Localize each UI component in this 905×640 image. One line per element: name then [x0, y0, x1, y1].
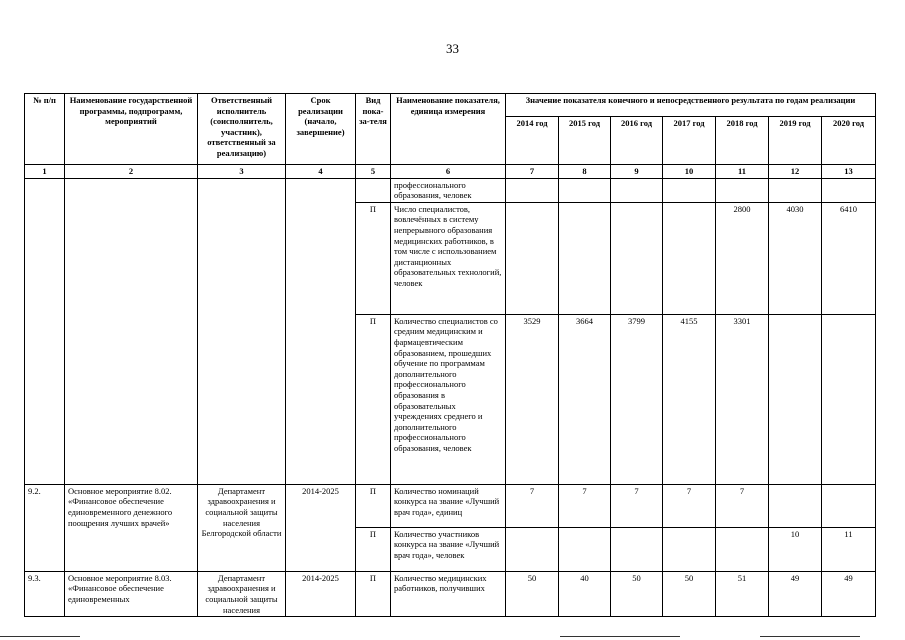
table-row — [25, 571, 876, 616]
cell-type: П — [356, 314, 391, 484]
cell-value: 7 — [663, 484, 716, 527]
header-year: 2018 год — [716, 117, 769, 165]
cell-value: 50 — [611, 571, 663, 616]
cell-indicator: Количество специалистов со средним медицинским и фармацевтическим образованием, прошедших обучение по программам дополнительного профессионального образования в образовательных учреждениях среднего и дополнительного профессионального образования, человек — [391, 314, 506, 484]
header-responsible: Ответственный исполнитель (соисполнитель, участник), ответственный за реализацию) — [198, 94, 286, 165]
cell-term: 2014-2025 — [286, 484, 356, 571]
column-number: 1 — [25, 165, 65, 179]
cell-indicator: Количество номинаций конкурса на звание «Лучший врач года», единиц — [391, 484, 506, 527]
cell-num: 9.3. — [25, 571, 65, 616]
cell-value: 3664 — [559, 314, 611, 484]
header-term: Срок реализации (начало, завершение) — [286, 94, 356, 165]
column-number: 4 — [286, 165, 356, 179]
column-number: 10 — [663, 165, 716, 179]
column-number: 7 — [506, 165, 559, 179]
scan-artifact-line — [560, 636, 680, 637]
cell-value: 7 — [611, 484, 663, 527]
scan-artifact-line — [760, 636, 860, 637]
header-num: № п/п — [25, 94, 65, 165]
cell-responsible: Департамент здравоохранения и социальной защиты населения Белгородской области — [198, 484, 286, 571]
column-number: 12 — [769, 165, 822, 179]
cell-value: 7 — [716, 484, 769, 527]
cell-type — [356, 178, 391, 202]
cell-indicator: Количество участников конкурса на звание «Лучший врач года», человек — [391, 527, 506, 571]
column-number: 5 — [356, 165, 391, 179]
scan-artifact-line — [0, 636, 80, 637]
indicators-table — [24, 93, 876, 617]
header-year: 2015 год — [559, 117, 611, 165]
column-number: 6 — [391, 165, 506, 179]
cell-responsible: Департамент здравоохранения и социальной защиты населения — [198, 571, 286, 616]
cell-value — [822, 484, 876, 527]
cell-value: 7 — [559, 484, 611, 527]
cell-value — [716, 178, 769, 202]
cell-value: 6410 — [822, 202, 876, 314]
cell-value: 3301 — [716, 314, 769, 484]
cell-value: 10 — [769, 527, 822, 571]
cell-value — [769, 314, 822, 484]
column-number: 9 — [611, 165, 663, 179]
cell-num: 9.2. — [25, 484, 65, 571]
cell-value — [559, 202, 611, 314]
cell-term — [286, 178, 356, 484]
cell-value: 50 — [506, 571, 559, 616]
cell-num — [25, 178, 65, 484]
column-number-row — [25, 165, 876, 179]
cell-value — [611, 178, 663, 202]
cell-type: П — [356, 484, 391, 527]
column-number: 3 — [198, 165, 286, 179]
cell-value — [506, 202, 559, 314]
cell-type: П — [356, 202, 391, 314]
header-row — [25, 94, 876, 117]
column-number: 8 — [559, 165, 611, 179]
cell-value — [611, 202, 663, 314]
header-year: 2017 год — [663, 117, 716, 165]
header-indicator: Наименование показателя, единица измерения — [391, 94, 506, 165]
cell-value — [506, 178, 559, 202]
cell-name: Основное мероприятие 8.03. «Финансовое обеспечение единовременных — [65, 571, 198, 616]
header-year: 2019 год — [769, 117, 822, 165]
cell-name: Основное мероприятие 8.02. «Финансовое обеспечение единовременного денежного поощрения лучших врачей» — [65, 484, 198, 571]
cell-value: 49 — [769, 571, 822, 616]
cell-value: 4155 — [663, 314, 716, 484]
cell-indicator: профессионального образования, человек — [391, 178, 506, 202]
cell-value — [506, 527, 559, 571]
header-year: 2020 год — [822, 117, 876, 165]
header-year: 2016 год — [611, 117, 663, 165]
column-number: 2 — [65, 165, 198, 179]
cell-value — [769, 178, 822, 202]
cell-value: 49 — [822, 571, 876, 616]
cell-value — [822, 314, 876, 484]
cell-value: 7 — [506, 484, 559, 527]
cell-value — [663, 178, 716, 202]
header-type: Вид пока-за-теля — [356, 94, 391, 165]
cell-type: П — [356, 527, 391, 571]
cell-indicator: Количество медицинских работников, получивших — [391, 571, 506, 616]
cell-value: 50 — [663, 571, 716, 616]
cell-name — [65, 178, 198, 484]
cell-value — [716, 527, 769, 571]
cell-term: 2014-2025 — [286, 571, 356, 616]
table-row — [25, 484, 876, 527]
table-row — [25, 178, 876, 202]
cell-value — [822, 178, 876, 202]
cell-value: 40 — [559, 571, 611, 616]
column-number: 11 — [716, 165, 769, 179]
header-year: 2014 год — [506, 117, 559, 165]
cell-value: 51 — [716, 571, 769, 616]
cell-value — [611, 527, 663, 571]
cell-value: 11 — [822, 527, 876, 571]
cell-value — [559, 527, 611, 571]
cell-value — [663, 202, 716, 314]
cell-responsible — [198, 178, 286, 484]
cell-value: 3529 — [506, 314, 559, 484]
cell-value: 4030 — [769, 202, 822, 314]
column-number: 13 — [822, 165, 876, 179]
header-values-group: Значение показателя конечного и непосредственного результата по годам реализации — [506, 94, 876, 117]
cell-indicator: Число специалистов, вовлечённых в систему непрерывного образования медицинских работников, в том числе с использованием дистанционных образовательных технологий, человек — [391, 202, 506, 314]
cell-value — [559, 178, 611, 202]
cell-value: 3799 — [611, 314, 663, 484]
cell-value — [663, 527, 716, 571]
cell-type: П — [356, 571, 391, 616]
page-number: 33 — [446, 41, 459, 56]
cell-value — [769, 484, 822, 527]
cell-value: 2800 — [716, 202, 769, 314]
header-name: Наименование государственной программы, подпрограмм, мероприятий — [65, 94, 198, 165]
